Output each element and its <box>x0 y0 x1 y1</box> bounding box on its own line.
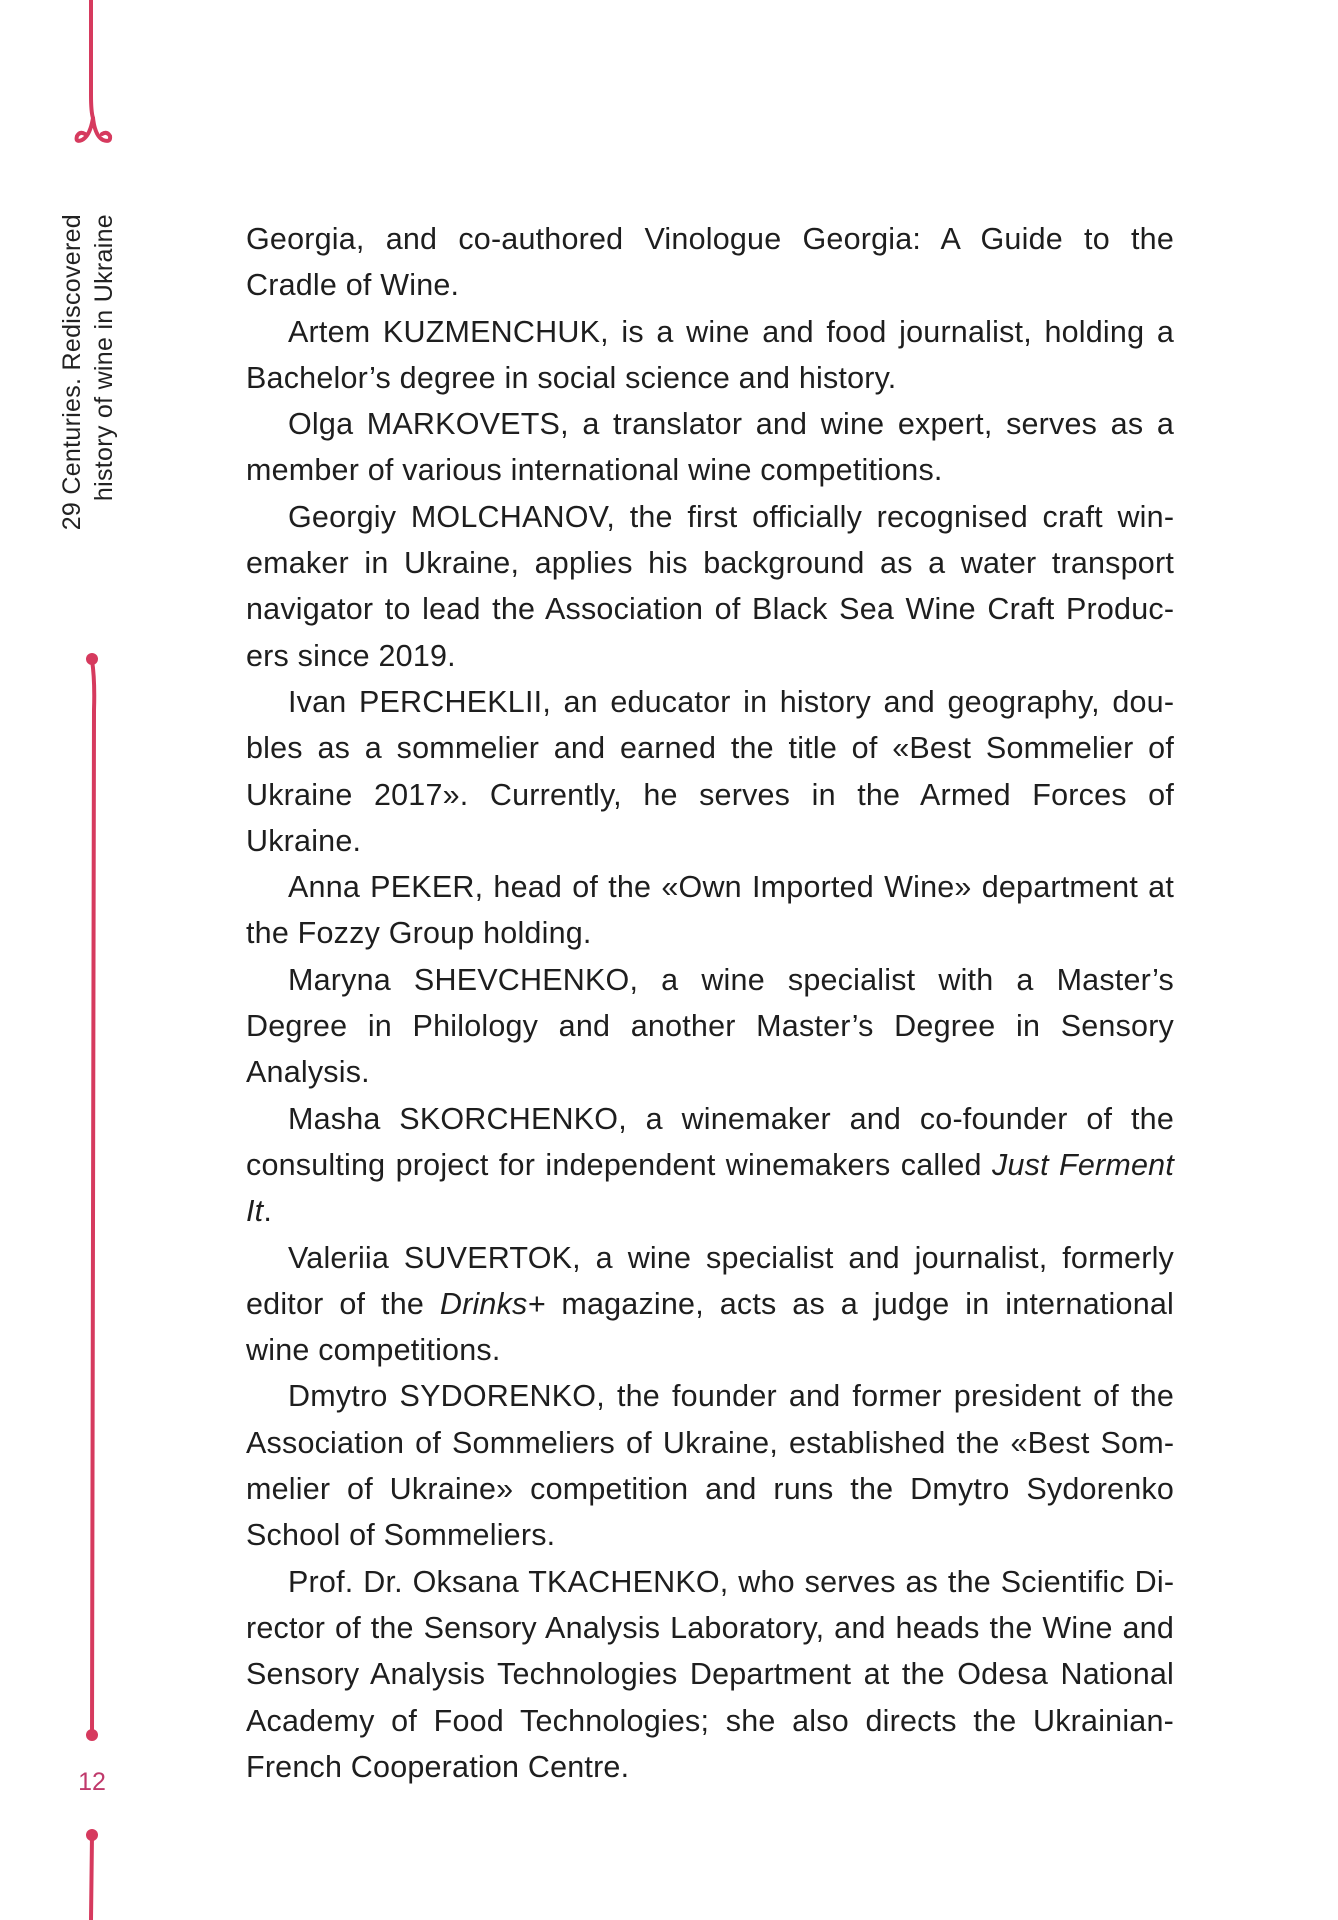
bio-text: Masha SKORCHENKO, a winemaker and co-founder of the consulting project for independent winemakers called <box>246 1101 1174 1182</box>
ornament-curl-icon <box>77 118 111 141</box>
ornament-bottom-line <box>91 1835 92 1920</box>
contributor-bio-markovets <box>246 401 1174 494</box>
contributor-bio-sydorenko <box>246 1373 1174 1558</box>
bio-text: . <box>263 1194 273 1229</box>
contributor-bio-skorchenko <box>246 1096 1174 1235</box>
bio-text: Anna PEKER, head of the «Own Imported Wine» department at the Fozzy Group holding. <box>246 870 1174 951</box>
bio-text: Prof. Dr. Oksana TKACHENKO, who serves as the Scientific Director of the Sensory Analysis Laboratory, and heads the Wine and Sensory Analysis Technologies Department at the Odesa National Academy of Food Technologies; she also directs the Ukrainian-French Cooperation Centre. <box>246 1564 1174 1784</box>
italic-title: Just Ferment It <box>246 1147 1174 1229</box>
bio-text: Georgiy MOLCHANOV, the first officially recognised craft winemaker in Ukraine, applies his background as a water transport navigator to lead the Association of Black Sea Wine Craft Producers since 2019. <box>246 499 1174 673</box>
running-head-line-1: 29 Centuries. Rediscovered <box>58 214 86 531</box>
page-number: 12 <box>78 1768 106 1796</box>
contributors-list <box>246 216 1174 1790</box>
ornament-dot-icon <box>86 1829 98 1841</box>
ornament-dot-icon <box>86 653 98 665</box>
contributor-bio-molchanov <box>246 494 1174 679</box>
contributor-bio-tkachenko <box>246 1559 1174 1790</box>
bio-text: Ivan PERCHEKLII, an educator in history and geography, doubles as a sommelier and earned the title of «Best Sommelier of Ukraine 2017». Currently, he serves in the Armed Forces of Ukraine. <box>246 684 1174 858</box>
bio-text: Valeriia SUVERTOK, a wine specialist and journalist, formerly editor of the <box>246 1240 1174 1321</box>
italic-title: Drinks+ <box>439 1286 546 1321</box>
bio-text: Artem KUZMENCHUK, is a wine and food journalist, holding a Bachelor’s degree in social science and history. <box>246 314 1174 395</box>
ornament-middle-line <box>92 660 94 1735</box>
bio-text: Dmytro SYDORENKO, the founder and former president of the Association of Sommeliers of Ukraine, established the «Best Sommelier of Ukraine» competition and runs the Dmytro Sydorenko School of Sommeliers. <box>246 1379 1174 1553</box>
contributor-bio-kuzmenchuk <box>246 309 1174 402</box>
ornament-dot-icon <box>86 1729 98 1741</box>
bio-text: Olga MARKOVETS, a translator and wine expert, serves as a member of various international wine competitions. <box>246 407 1174 488</box>
contributor-bio-peker <box>246 864 1174 957</box>
ornament-top-line <box>91 0 93 118</box>
bio-text: Maryna SHEVCHENKO, a wine specialist with a Master’s Degree in Philology and another Master’s Degree in Sensory Analysis. <box>246 962 1174 1090</box>
bio-text: Georgia, and co-authored Vinologue Georgia: A Guide to the Cradle of Wine. <box>246 222 1174 303</box>
contributor-bio-shevchenko <box>246 957 1174 1096</box>
running-head-line-2: history of wine in Ukraine <box>90 214 118 502</box>
running-head <box>56 214 126 584</box>
continuation-paragraph <box>246 216 1174 309</box>
contributor-bio-percheklii <box>246 679 1174 864</box>
bio-text: magazine, acts as a judge in international wine competitions. <box>246 1286 1174 1368</box>
contributor-bio-suvertok <box>246 1235 1174 1374</box>
